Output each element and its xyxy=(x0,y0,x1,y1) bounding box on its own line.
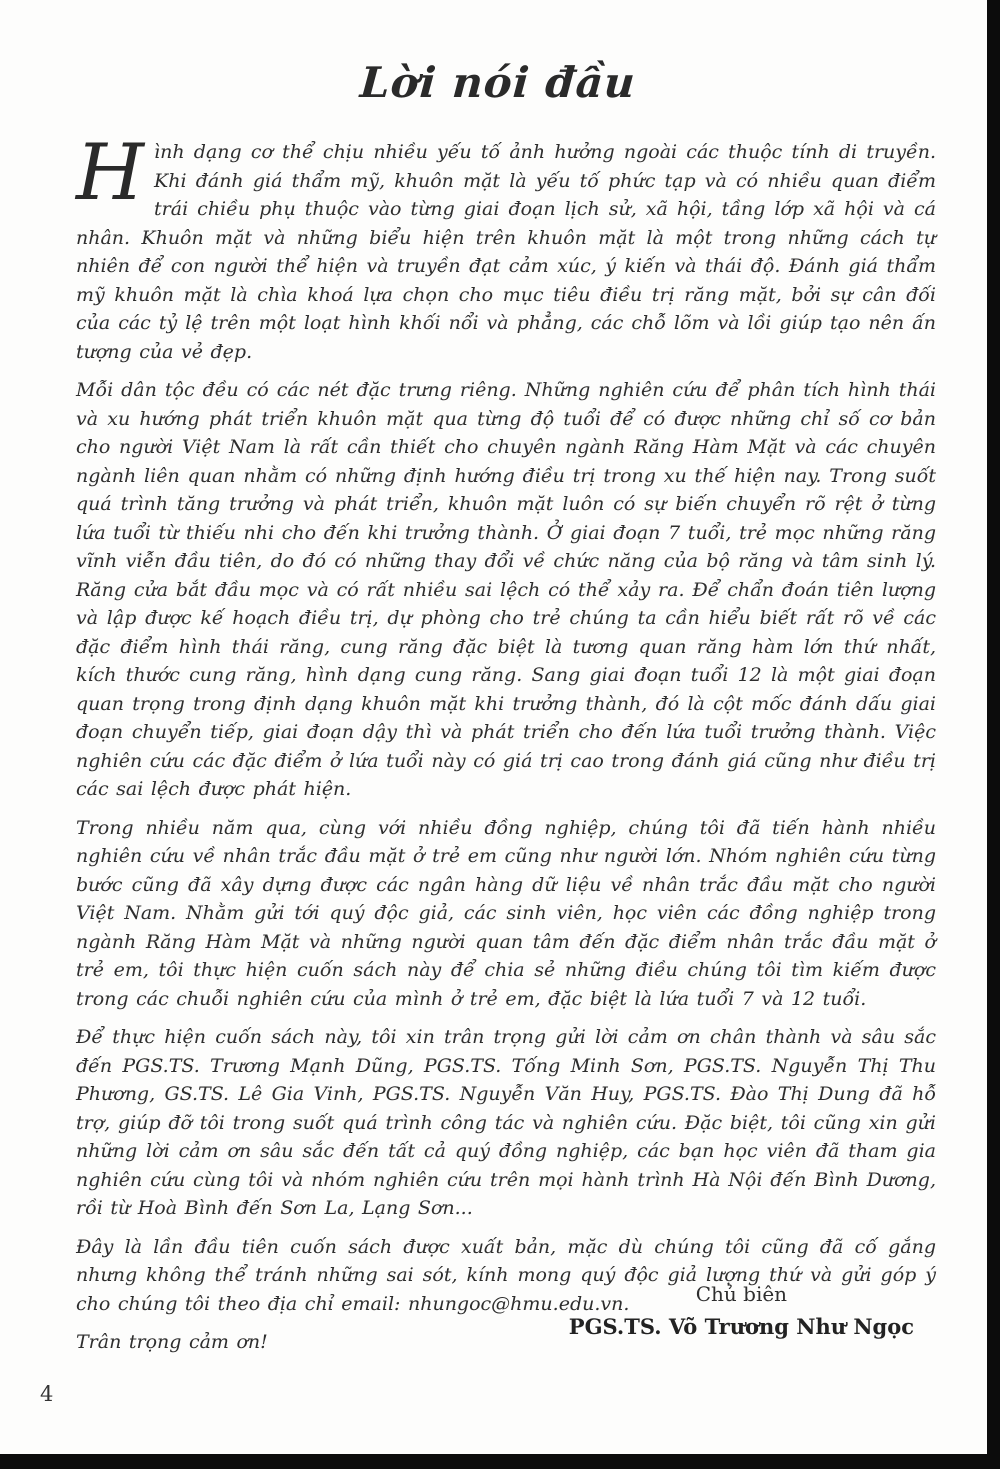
editor-name: PGS.TS. Võ Trương Như Ngọc xyxy=(568,1314,914,1339)
page-edge-right-bar xyxy=(987,0,1000,1469)
page-number: 4 xyxy=(40,1382,54,1406)
drop-cap: H xyxy=(76,128,145,218)
paragraph-intro xyxy=(76,128,936,366)
signature-block xyxy=(569,1282,914,1339)
editor-role-label: Chủ biên xyxy=(695,1282,788,1306)
paragraph: Mỗi dân tộc đều có các nét đặc trưng riêng. Những nghiên cứu để phân tích hình thái và xu hướng phát triển khuôn mặt qua từng độ tuổi để có được những chỉ số cơ bản cho người Việt Nam là rất cần thiết cho chuyên ngành Răng Hàm Mặt và các chuyên ngành liên quan nhằm có những định hướng điều trị trong xu thế hiện nay. Trong suốt quá trình tăng trưởng và phát triển, khuôn mặt luôn có sự biến chuyển rõ rệt ở từng lứa tuổi từ thiếu nhi cho đến khi trưởng thành. Ở giai đoạn 7 tuổi, trẻ mọc những răng vĩnh viễn đầu tiên, do đó có những thay đổi về chức năng của bộ răng và tâm sinh lý. Răng cửa bắt đầu mọc và có rất nhiều sai lệch có thể xảy ra. Để chẩn đoán tiên lượng và lập được kế hoạch điều trị, dự phòng cho trẻ chúng ta cần hiểu biết rất rõ về các đặc điểm hình thái răng, cung răng đặc biệt là tương quan răng hàm lớn thứ nhất, kích thước cung răng, hình dạng cung răng. Sang giai đoạn tuổi 12 là một giai đoạn quan trọng trong định dạng khuôn mặt khi trưởng thành, đó là cột mốc đánh dấu giai đoạn chuyển tiếp, giai đoạn dậy thì và phát triển cho đến lứa tuổi trưởng thành. Việc nghiên cứu các đặc điểm ở lứa tuổi này có giá trị cao trong đánh giá cũng như điều trị các sai lệch được phát hiện. xyxy=(76,379,936,800)
page-title: Lời nói đầu xyxy=(358,58,638,107)
body-text xyxy=(76,128,936,1367)
paragraph: Để thực hiện cuốn sách này, tôi xin trân trọng gửi lời cảm ơn chân thành và sâu sắc đến PGS.TS. Trương Mạnh Dũng, PGS.TS. Tống Minh Sơn, PGS.TS. Nguyễn Thị Thu Phương, GS.TS. Lê Gia Vinh, PGS.TS. Nguyễn Văn Huy, PGS.TS. Đào Thị Dung đã hỗ trợ, giúp đỡ tôi trong suốt quá trình công tác và nghiên cứu. Đặc biệt, tôi cũng xin gửi những lời cảm ơn sâu sắc đến tất cả quý đồng nghiệp, các bạn học viên đã tham gia nghiên cứu cùng tôi và nhóm nghiên cứu trên mọi hành trình Hà Nội đến Bình Dương, rồi từ Hoà Bình đến Sơn La, Lạng Sơn... xyxy=(76,1026,936,1219)
paragraph-intro-text: ình dạng cơ thể chịu nhiều yếu tố ảnh hưởng ngoài các thuộc tính di truyền. Khi đánh giá thẩm mỹ, khuôn mặt là yếu tố phức tạp và có nhiều quan điểm trái chiều phụ thuộc vào từng giai đoạn lịch sử, xã hội, tầng lớp xã hội và cá nhân. Khuôn mặt và những biểu hiện trên khuôn mặt là một trong những cách tự nhiên để con người thể hiện và truyền đạt cảm xúc, ý kiến và thái độ. Đánh giá thẩm mỹ khuôn mặt là chìa khoá lựa chọn cho mục tiêu điều trị răng mặt, bởi sự cân đối của các tỷ lệ trên một loạt hình khối nổi và phẳng, các chỗ lõm và lồi giúp tạo nên ấn tượng của vẻ đẹp. xyxy=(76,141,936,363)
paragraph: Trong nhiều năm qua, cùng với nhiều đồng nghiệp, chúng tôi đã tiến hành nhiều nghiên cứu về nhân trắc đầu mặt ở trẻ em cũng như người lớn. Nhóm nghiên cứu từng bước cũng đã xây dựng được các ngân hàng dữ liệu về nhân trắc đầu mặt cho người Việt Nam. Nhằm gửi tới quý độc giả, các sinh viên, học viên các đồng nghiệp trong ngành Răng Hàm Mặt và những người quan tâm đến đặc điểm nhân trắc đầu mặt ở trẻ em, tôi thực hiện cuốn sách này để chia sẻ những điều chúng tôi tìm kiếm được trong các chuỗi nghiên cứu của mình ở trẻ em, đặc biệt là lứa tuổi 7 và 12 tuổi. xyxy=(76,816,936,1010)
paragraph: Đây là lần đầu tiên cuốn sách được xuất bản, mặc dù chúng tôi cũng đã cố gắng nhưng không thể tránh những sai sót, kính mong quý độc giả lượng thứ và gửi góp ý cho chúng tôi theo địa chỉ email: nhungoc@hmu.edu.vn. xyxy=(76,1235,936,1315)
page-edge-bottom-bar xyxy=(0,1454,1000,1469)
closing-thanks: Trân trọng cảm ơn! xyxy=(76,1331,268,1353)
